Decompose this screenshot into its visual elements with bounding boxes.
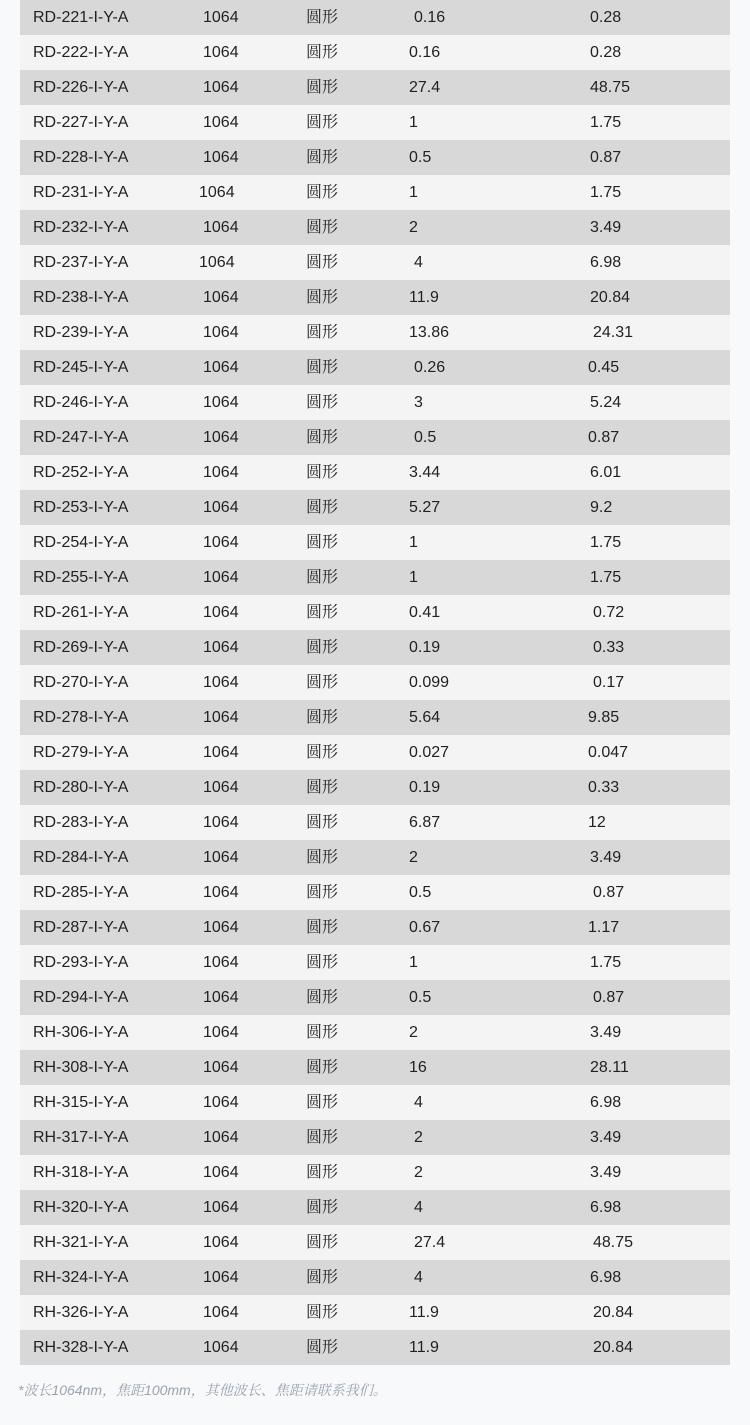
value-cell-a: 11.9 xyxy=(409,1304,439,1321)
wavelength-cell: 1064 xyxy=(203,919,239,936)
footnote: *波长1064nm，焦距100mm，其他波长、焦距请联系我们。 xyxy=(18,1382,387,1398)
table-row xyxy=(20,0,730,35)
value-cell-a: 1 xyxy=(409,184,418,201)
model-cell: RD-284-I-Y-A xyxy=(33,849,129,866)
model-cell: RD-245-I-Y-A xyxy=(33,359,129,376)
value-cell-a: 0.19 xyxy=(409,639,441,656)
table-row xyxy=(20,910,730,945)
shape-cell: 圆形 xyxy=(306,1094,339,1111)
model-cell: RH-326-I-Y-A xyxy=(33,1304,129,1321)
table-row xyxy=(20,875,730,910)
wavelength-cell: 1064 xyxy=(203,1164,239,1181)
wavelength-cell: 1064 xyxy=(203,394,239,411)
wavelength-cell: 1064 xyxy=(203,954,239,971)
model-cell: RH-306-I-Y-A xyxy=(33,1024,129,1041)
value-cell-a: 1 xyxy=(409,954,418,971)
value-cell-b: 28.11 xyxy=(590,1059,629,1076)
table-row xyxy=(20,70,730,105)
table-row xyxy=(20,630,730,665)
value-cell-a: 1 xyxy=(409,569,418,586)
wavelength-cell: 1064 xyxy=(203,79,239,96)
value-cell-b: 6.98 xyxy=(590,1199,622,1216)
value-cell-a: 0.099 xyxy=(409,674,450,691)
shape-cell: 圆形 xyxy=(306,429,339,446)
value-cell-b: 9.85 xyxy=(588,709,620,726)
shape-cell: 圆形 xyxy=(306,1234,339,1251)
value-cell-a: 2 xyxy=(409,219,418,236)
model-cell: RD-270-I-Y-A xyxy=(33,674,129,691)
table-row xyxy=(20,1295,730,1330)
table-row xyxy=(20,280,730,315)
wavelength-cell: 1064 xyxy=(203,1304,239,1321)
model-cell: RD-283-I-Y-A xyxy=(33,814,129,831)
value-cell-b: 12 xyxy=(588,814,606,831)
table-row xyxy=(20,1225,730,1260)
value-cell-b: 0.45 xyxy=(588,359,620,376)
value-cell-b: 1.75 xyxy=(590,534,622,551)
value-cell-a: 0.5 xyxy=(414,429,437,446)
value-cell-a: 6.87 xyxy=(409,814,441,831)
shape-cell: 圆形 xyxy=(306,674,339,691)
wavelength-cell: 1064 xyxy=(203,639,239,656)
model-cell: RD-285-I-Y-A xyxy=(33,884,129,901)
wavelength-cell: 1064 xyxy=(203,1199,239,1216)
shape-cell: 圆形 xyxy=(306,289,339,306)
model-cell: RD-247-I-Y-A xyxy=(33,429,129,446)
value-cell-a: 27.4 xyxy=(414,1234,446,1251)
value-cell-b: 0.33 xyxy=(588,779,620,796)
model-cell: RD-226-I-Y-A xyxy=(33,79,129,96)
table-row xyxy=(20,245,730,280)
table-row xyxy=(20,420,730,455)
model-cell: RH-324-I-Y-A xyxy=(33,1269,129,1286)
shape-cell: 圆形 xyxy=(306,604,339,621)
value-cell-a: 2 xyxy=(409,849,418,866)
table-row xyxy=(20,770,730,805)
value-cell-b: 0.28 xyxy=(590,9,622,26)
wavelength-cell: 1064 xyxy=(203,324,239,341)
shape-cell: 圆形 xyxy=(306,1199,339,1216)
model-cell: RD-280-I-Y-A xyxy=(33,779,129,796)
value-cell-a: 0.16 xyxy=(409,44,441,61)
wavelength-cell: 1064 xyxy=(203,744,239,761)
table-row xyxy=(20,455,730,490)
model-cell: RD-261-I-Y-A xyxy=(33,604,129,621)
model-cell: RD-255-I-Y-A xyxy=(33,569,129,586)
value-cell-a: 1 xyxy=(409,114,418,131)
model-cell: RH-320-I-Y-A xyxy=(33,1199,129,1216)
value-cell-b: 1.75 xyxy=(590,954,622,971)
wavelength-cell: 1064 xyxy=(203,499,239,516)
value-cell-a: 16 xyxy=(409,1059,427,1076)
value-cell-a: 0.67 xyxy=(409,919,441,936)
wavelength-cell: 1064 xyxy=(203,1269,239,1286)
wavelength-cell: 1064 xyxy=(203,884,239,901)
table-row xyxy=(20,700,730,735)
table-row xyxy=(20,1015,730,1050)
value-cell-a: 0.16 xyxy=(414,9,446,26)
table-row xyxy=(20,840,730,875)
model-cell: RD-246-I-Y-A xyxy=(33,394,129,411)
value-cell-b: 6.01 xyxy=(590,464,622,481)
wavelength-cell: 1064 xyxy=(203,9,239,26)
value-cell-b: 0.72 xyxy=(593,604,625,621)
table-row xyxy=(20,980,730,1015)
wavelength-cell: 1064 xyxy=(203,534,239,551)
wavelength-cell: 1064 xyxy=(203,1024,239,1041)
value-cell-a: 27.4 xyxy=(409,79,441,96)
wavelength-cell: 1064 xyxy=(203,779,239,796)
wavelength-cell: 1064 xyxy=(203,849,239,866)
model-cell: RD-279-I-Y-A xyxy=(33,744,129,761)
shape-cell: 圆形 xyxy=(306,709,339,726)
table-row xyxy=(20,1120,730,1155)
shape-cell: 圆形 xyxy=(306,1059,339,1076)
table-row xyxy=(20,805,730,840)
model-cell: RD-252-I-Y-A xyxy=(33,464,129,481)
value-cell-b: 48.75 xyxy=(590,79,631,96)
model-cell: RH-308-I-Y-A xyxy=(33,1059,129,1076)
shape-cell: 圆形 xyxy=(306,1304,339,1321)
table-row xyxy=(20,140,730,175)
value-cell-a: 0.41 xyxy=(409,604,441,621)
model-cell: RH-321-I-Y-A xyxy=(33,1234,129,1251)
shape-cell: 圆形 xyxy=(306,919,339,936)
model-cell: RD-287-I-Y-A xyxy=(33,919,129,936)
value-cell-a: 11.9 xyxy=(409,289,439,306)
wavelength-cell: 1064 xyxy=(203,674,239,691)
shape-cell: 圆形 xyxy=(306,639,339,656)
shape-cell: 圆形 xyxy=(306,1024,339,1041)
value-cell-b: 0.87 xyxy=(593,989,625,1006)
value-cell-b: 1.75 xyxy=(590,569,622,586)
value-cell-a: 4 xyxy=(414,1094,423,1111)
table-row xyxy=(20,735,730,770)
table-row xyxy=(20,665,730,700)
value-cell-b: 3.49 xyxy=(590,219,622,236)
value-cell-b: 3.49 xyxy=(590,849,622,866)
model-cell: RH-318-I-Y-A xyxy=(33,1164,129,1181)
value-cell-b: 5.24 xyxy=(590,394,622,411)
shape-cell: 圆形 xyxy=(306,779,339,796)
model-cell: RD-238-I-Y-A xyxy=(33,289,129,306)
value-cell-a: 13.86 xyxy=(409,324,450,341)
value-cell-b: 1.75 xyxy=(590,184,622,201)
shape-cell: 圆形 xyxy=(306,44,339,61)
model-cell: RD-237-I-Y-A xyxy=(33,254,129,271)
model-cell: RH-317-I-Y-A xyxy=(33,1129,129,1146)
value-cell-a: 3.44 xyxy=(409,464,441,481)
value-cell-a: 0.5 xyxy=(409,149,432,166)
wavelength-cell: 1064 xyxy=(203,359,239,376)
wavelength-cell: 1064 xyxy=(203,709,239,726)
table-row xyxy=(20,490,730,525)
model-cell: RH-315-I-Y-A xyxy=(33,1094,129,1111)
table-row xyxy=(20,350,730,385)
value-cell-a: 11.9 xyxy=(409,1339,439,1356)
model-cell: RD-232-I-Y-A xyxy=(33,219,129,236)
value-cell-b: 6.98 xyxy=(590,1269,622,1286)
shape-cell: 圆形 xyxy=(306,849,339,866)
model-cell: RD-231-I-Y-A xyxy=(33,184,129,201)
model-cell: RD-278-I-Y-A xyxy=(33,709,129,726)
table-row xyxy=(20,945,730,980)
value-cell-b: 6.98 xyxy=(590,1094,622,1111)
shape-cell: 圆形 xyxy=(306,79,339,96)
value-cell-b: 20.84 xyxy=(590,289,631,306)
table-row xyxy=(20,595,730,630)
value-cell-a: 2 xyxy=(409,1024,418,1041)
wavelength-cell: 1064 xyxy=(203,464,239,481)
value-cell-a: 4 xyxy=(414,1199,423,1216)
model-cell: RD-239-I-Y-A xyxy=(33,324,129,341)
value-cell-b: 0.33 xyxy=(593,639,625,656)
table-row xyxy=(20,35,730,70)
model-cell: RD-228-I-Y-A xyxy=(33,149,129,166)
shape-cell: 圆形 xyxy=(306,219,339,236)
shape-cell: 圆形 xyxy=(306,394,339,411)
wavelength-cell: 1064 xyxy=(203,989,239,1006)
value-cell-a: 1 xyxy=(409,534,418,551)
value-cell-b: 0.28 xyxy=(590,44,622,61)
shape-cell: 圆形 xyxy=(306,114,339,131)
value-cell-a: 3 xyxy=(414,394,423,411)
model-cell: RD-293-I-Y-A xyxy=(33,954,129,971)
shape-cell: 圆形 xyxy=(306,359,339,376)
value-cell-a: 2 xyxy=(414,1164,423,1181)
value-cell-b: 6.98 xyxy=(590,254,622,271)
shape-cell: 圆形 xyxy=(306,1269,339,1286)
model-cell: RD-227-I-Y-A xyxy=(33,114,129,131)
table-row xyxy=(20,385,730,420)
shape-cell: 圆形 xyxy=(306,569,339,586)
value-cell-b: 1.17 xyxy=(588,919,620,936)
wavelength-cell: 1064 xyxy=(203,1059,239,1076)
spec-table xyxy=(20,0,730,1365)
shape-cell: 圆形 xyxy=(306,464,339,481)
value-cell-b: 3.49 xyxy=(590,1024,622,1041)
wavelength-cell: 1064 xyxy=(203,429,239,446)
table-row xyxy=(20,1260,730,1295)
shape-cell: 圆形 xyxy=(306,814,339,831)
table-row xyxy=(20,175,730,210)
value-cell-a: 2 xyxy=(414,1129,423,1146)
wavelength-cell: 1064 xyxy=(203,1129,239,1146)
value-cell-a: 0.26 xyxy=(414,359,446,376)
wavelength-cell: 1064 xyxy=(203,219,239,236)
shape-cell: 圆形 xyxy=(306,1339,339,1356)
value-cell-b: 24.31 xyxy=(593,324,634,341)
table-row xyxy=(20,315,730,350)
value-cell-b: 20.84 xyxy=(593,1304,634,1321)
shape-cell: 圆形 xyxy=(306,534,339,551)
shape-cell: 圆形 xyxy=(306,9,339,26)
wavelength-cell: 1064 xyxy=(203,149,239,166)
value-cell-a: 0.5 xyxy=(409,989,432,1006)
shape-cell: 圆形 xyxy=(306,149,339,166)
wavelength-cell: 1064 xyxy=(203,1094,239,1111)
wavelength-cell: 1064 xyxy=(203,604,239,621)
table-row xyxy=(20,1155,730,1190)
shape-cell: 圆形 xyxy=(306,954,339,971)
model-cell: RD-221-I-Y-A xyxy=(33,9,129,26)
wavelength-cell: 1064 xyxy=(203,569,239,586)
wavelength-cell: 1064 xyxy=(203,44,239,61)
table-row xyxy=(20,105,730,140)
shape-cell: 圆形 xyxy=(306,884,339,901)
value-cell-b: 0.047 xyxy=(588,744,629,761)
shape-cell: 圆形 xyxy=(306,499,339,516)
table-row xyxy=(20,1190,730,1225)
wavelength-cell: 1064 xyxy=(203,814,239,831)
value-cell-b: 0.87 xyxy=(593,884,625,901)
value-cell-a: 4 xyxy=(414,254,423,271)
shape-cell: 圆形 xyxy=(306,184,339,201)
value-cell-a: 5.64 xyxy=(409,709,441,726)
model-cell: RD-253-I-Y-A xyxy=(33,499,129,516)
shape-cell: 圆形 xyxy=(306,324,339,341)
table-row xyxy=(20,1050,730,1085)
value-cell-b: 20.84 xyxy=(593,1339,634,1356)
model-cell: RD-294-I-Y-A xyxy=(33,989,129,1006)
table-row xyxy=(20,525,730,560)
value-cell-a: 5.27 xyxy=(409,499,441,516)
model-cell: RD-254-I-Y-A xyxy=(33,534,129,551)
value-cell-b: 0.87 xyxy=(588,429,620,446)
table-row xyxy=(20,1330,730,1365)
value-cell-b: 48.75 xyxy=(593,1234,634,1251)
value-cell-b: 0.87 xyxy=(590,149,622,166)
wavelength-cell: 1064 xyxy=(203,289,239,306)
value-cell-b: 1.75 xyxy=(590,114,622,131)
model-cell: RD-269-I-Y-A xyxy=(33,639,129,656)
shape-cell: 圆形 xyxy=(306,1164,339,1181)
model-cell: RD-222-I-Y-A xyxy=(33,44,129,61)
wavelength-cell: 1064 xyxy=(199,254,235,271)
value-cell-b: 3.49 xyxy=(590,1164,622,1181)
shape-cell: 圆形 xyxy=(306,744,339,761)
value-cell-b: 9.2 xyxy=(590,499,613,516)
table-row xyxy=(20,560,730,595)
value-cell-a: 4 xyxy=(414,1269,423,1286)
value-cell-a: 0.027 xyxy=(409,744,450,761)
shape-cell: 圆形 xyxy=(306,254,339,271)
model-cell: RH-328-I-Y-A xyxy=(33,1339,129,1356)
table-row xyxy=(20,1085,730,1120)
value-cell-b: 3.49 xyxy=(590,1129,622,1146)
value-cell-b: 0.17 xyxy=(593,674,625,691)
wavelength-cell: 1064 xyxy=(203,1234,239,1251)
shape-cell: 圆形 xyxy=(306,1129,339,1146)
value-cell-a: 0.5 xyxy=(409,884,432,901)
wavelength-cell: 1064 xyxy=(199,184,235,201)
shape-cell: 圆形 xyxy=(306,989,339,1006)
wavelength-cell: 1064 xyxy=(203,1339,239,1356)
wavelength-cell: 1064 xyxy=(203,114,239,131)
value-cell-a: 0.19 xyxy=(409,779,441,796)
table-row xyxy=(20,210,730,245)
